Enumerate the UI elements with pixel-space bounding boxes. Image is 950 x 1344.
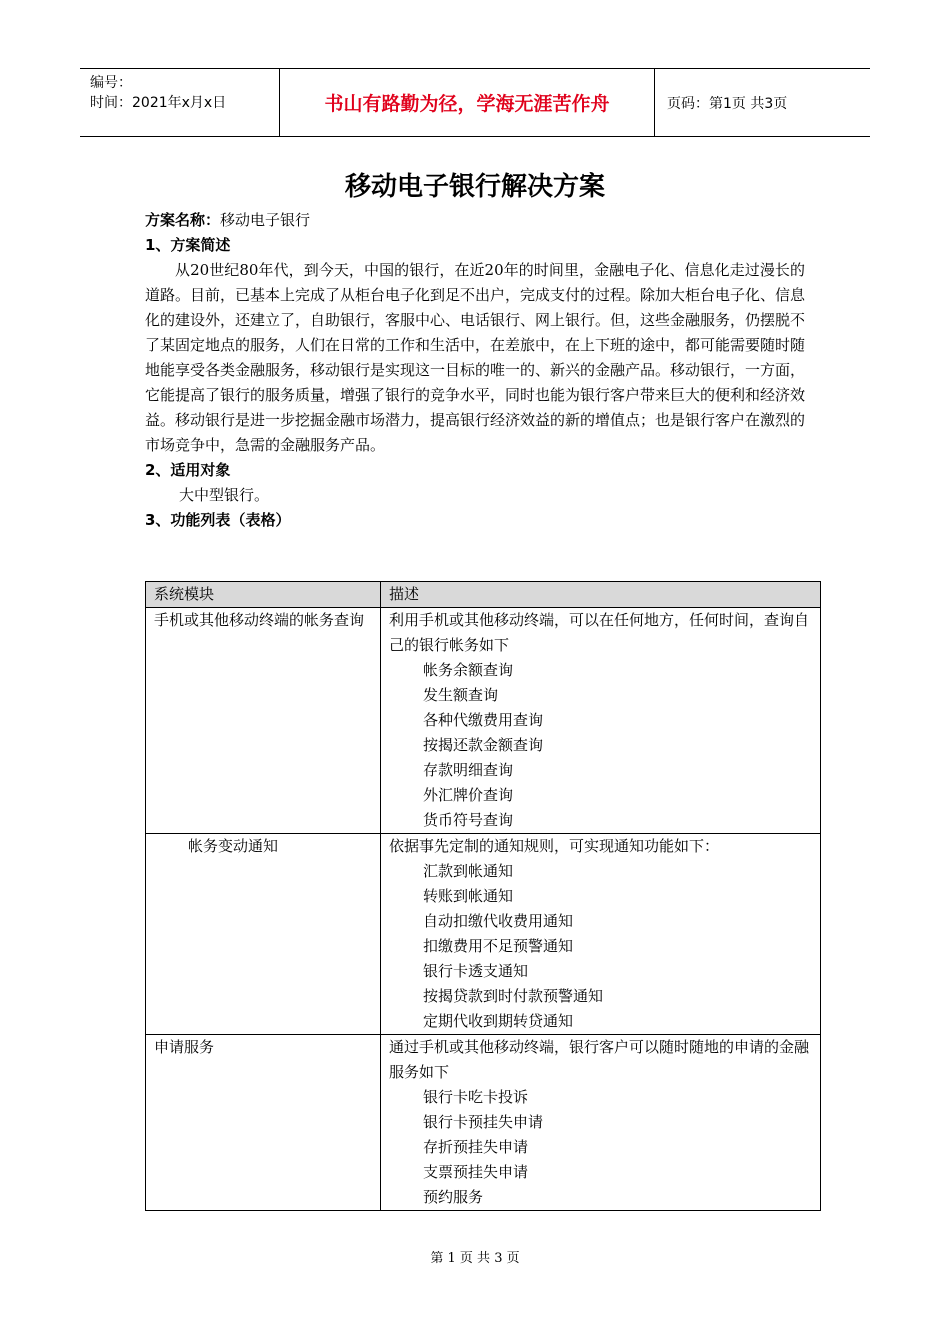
table-row	[146, 1035, 821, 1211]
list-item: 转账到帐通知	[423, 887, 514, 905]
list-item: 支票预挂失申请	[423, 1163, 529, 1181]
plan-name-line	[145, 208, 805, 233]
desc-text: 通过手机或其他移动终端，银行客户可以随时随地的申请的金融服务如下	[389, 1038, 810, 1081]
list-item: 预约服务	[423, 1188, 484, 1206]
table-header-desc: 描述	[381, 582, 821, 608]
document-body	[145, 208, 805, 533]
module-label: 帐务变动通知	[188, 837, 279, 855]
table-cell-desc	[381, 834, 821, 1035]
plan-name-label: 方案名称：	[145, 211, 221, 229]
list-item: 外汇牌价查询	[423, 786, 514, 804]
time-label: 时间：2021年x月x日	[90, 95, 227, 111]
function-table	[145, 581, 821, 1211]
section-1-heading: 1、方案简述	[145, 236, 231, 254]
header-meta	[80, 69, 280, 136]
table-header-row	[146, 582, 821, 608]
header-page-label: 页码：第1页 共3页	[667, 95, 788, 112]
list-item: 存款明细查询	[423, 761, 514, 779]
desc-text: 依据事先定制的通知规则，可实现通知功能如下：	[389, 837, 720, 855]
list-item: 按揭贷款到时付款预警通知	[423, 987, 604, 1005]
list-item: 银行卡吃卡投诉	[423, 1088, 529, 1106]
page-header	[80, 68, 870, 137]
list-item: 自动扣缴代收费用通知	[423, 912, 574, 930]
section-2-heading: 2、适用对象	[145, 461, 231, 479]
list-item: 各种代缴费用查询	[423, 711, 544, 729]
table-row	[146, 834, 821, 1035]
table-header-module: 系统模块	[146, 582, 381, 608]
list-item: 银行卡透支通知	[423, 962, 529, 980]
list-item: 帐务余额查询	[423, 661, 514, 679]
list-item: 按揭还款金额查询	[423, 736, 544, 754]
page-footer: 第 1 页 共 3 页	[430, 1251, 520, 1266]
table-row	[146, 608, 821, 834]
list-item: 存折预挂失申请	[423, 1138, 529, 1156]
list-item: 汇款到帐通知	[423, 862, 514, 880]
section-3-heading: 3、功能列表（表格）	[145, 511, 291, 529]
number-label: 编号：	[90, 75, 132, 91]
table-cell-module: 手机或其他移动终端的帐务查询	[146, 608, 381, 834]
plan-name-value: 移动电子银行	[220, 211, 311, 229]
table-cell-desc	[381, 1035, 821, 1211]
table-cell-module	[146, 834, 381, 1035]
list-item: 定期代收到期转贷通知	[423, 1012, 574, 1030]
document-title: 移动电子银行解决方案	[344, 172, 605, 202]
list-item: 扣缴费用不足预警通知	[423, 937, 574, 955]
list-item: 银行卡预挂失申请	[423, 1113, 544, 1131]
table-cell-desc	[381, 608, 821, 834]
header-motto: 书山有路勤为径，学海无涯苦作舟	[280, 69, 655, 136]
desc-text: 利用手机或其他移动终端，可以在任何地方，任何时间，查询自己的银行帐务如下	[389, 611, 810, 654]
list-item: 货币符号查询	[423, 811, 514, 829]
table-cell-module: 申请服务	[146, 1035, 381, 1211]
list-item: 发生额查询	[423, 686, 499, 704]
section-2-body: 大中型银行。	[179, 486, 270, 504]
section-1-body: 从20世纪80年代，到今天，中国的银行，在近20年的时间里，金融电子化、信息化走过漫长的道路。目前，已基本上完成了从柜台电子化到足不出户，完成支付的过程。除加大柜台电子化、信息化的建设外，还建立了，自助银行，客服中心、电话银行、网上银行。但，这些金融服务，仍摆脱不了某固定地点的服务，人们在日常的工作和生活中，在差旅中，在上下班的途中，都可能需要随时随地能享受各类金融服务，移动银行是实现这一目标的唯一的、新兴的金融产品。移动银行，一方面，它能提高了银行的服务质量，增强了银行的竞争水平，同时也能为银行客户带来巨大的便利和经济效益。移动银行是进一步挖掘金融市场潜力，提高银行经济效益的新的增值点；也是银行客户在激烈的市场竞争中，急需的金融服务产品。	[145, 261, 806, 454]
